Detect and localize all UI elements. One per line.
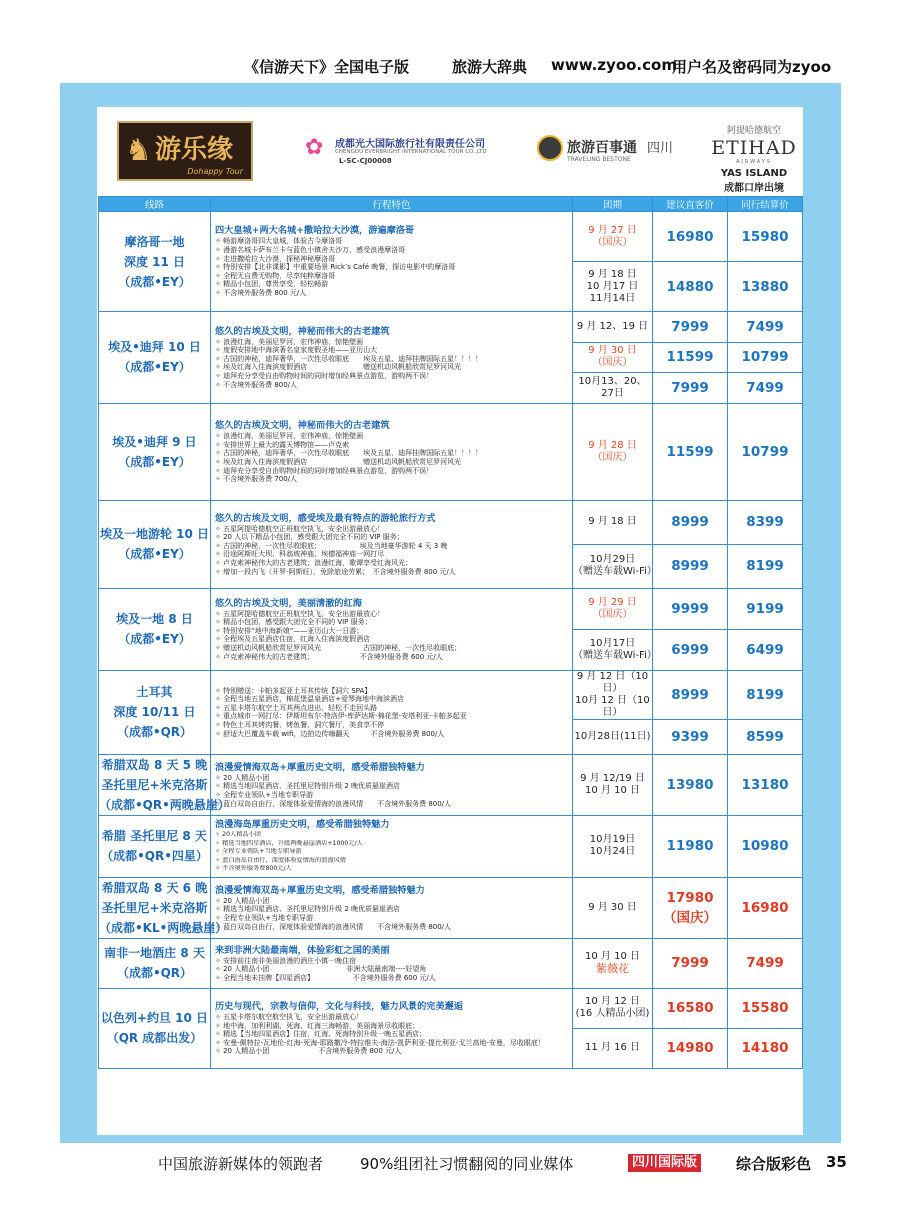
trade-price: 8199 bbox=[728, 670, 803, 719]
retail-price bbox=[653, 312, 728, 343]
feature-item: ✧ 五星阿提哈德航空正班航空执飞，安全出游最放心！ bbox=[215, 610, 569, 619]
guangda-en: CHENGDU EVERBRIGHT INTERNATIONAL TOUR CO.,LTD bbox=[335, 149, 487, 155]
feature-item: ✧ 20人精品小团 bbox=[215, 831, 569, 839]
feature-item: ✧ 20 人精品小团 非洲大陆最南端----好望角 bbox=[215, 965, 569, 974]
date-line: 9 月 30 日 bbox=[588, 345, 637, 357]
guangda-logo bbox=[305, 135, 525, 175]
feature-item: ✧ 浪漫红海，美丽尼罗河，宏伟神庙，惊艳壁画 bbox=[215, 338, 569, 347]
footer-slogan-1: 中国旅游新媒体的领跑者 bbox=[158, 1155, 324, 1173]
edition-tag: 四川国际版 bbox=[628, 1154, 701, 1172]
col-features: 行程特色 bbox=[211, 197, 573, 212]
route-line: 圣托里尼+米克洛斯 bbox=[101, 777, 208, 792]
route-line: 埃及一地 8 日 bbox=[116, 612, 193, 627]
retail-price bbox=[653, 212, 728, 262]
retail-price bbox=[653, 373, 728, 404]
retail-price-line: 8999 bbox=[671, 686, 709, 703]
retail-price-line: 11599 bbox=[666, 443, 714, 460]
route-line: 以色列+约旦 10 日 bbox=[100, 1011, 209, 1026]
col-trade-price: 同行结算价 bbox=[728, 197, 803, 212]
features-title: 悠久的古埃及文明，神秘而伟大的古老建筑 bbox=[215, 420, 390, 432]
guangda-license: L-SC-CJ00008 bbox=[339, 157, 392, 165]
retail-price-line: 6999 bbox=[671, 641, 709, 658]
youlevuan-name: 游乐缘 bbox=[155, 135, 234, 165]
route-cell[interactable] bbox=[99, 312, 211, 404]
features-title: 历史与现代，宗教与信仰，文化与科技，魅力风景的完美邂逅 bbox=[215, 1000, 464, 1012]
feature-item: ✧ 不含境外服务费800元/人 bbox=[215, 865, 569, 873]
retail-price bbox=[653, 1028, 728, 1068]
table-header-row bbox=[99, 197, 803, 212]
date-line: 10月17日 bbox=[589, 637, 636, 649]
feature-item: ✧ 安排前往南非美丽浪漫的酒庄小镇一晚住宿 bbox=[215, 957, 569, 966]
trade-price: 8399 bbox=[728, 500, 803, 544]
table-row bbox=[99, 588, 803, 629]
feature-item: ✧ 走进撒哈拉大沙漠，探秘神秘摩洛哥 bbox=[215, 255, 569, 264]
retail-price-line: 9999 bbox=[671, 600, 709, 617]
retail-price bbox=[653, 500, 728, 544]
feature-item: ✧ 五星阿提哈德航空正班航空执飞，安全出游最放心！ bbox=[215, 525, 569, 534]
date-cell bbox=[573, 544, 657, 588]
table-row bbox=[99, 403, 803, 500]
features-cell bbox=[211, 988, 573, 1068]
retail-price-line: 7999 bbox=[671, 318, 709, 335]
feature-item: ✧ 不含境外服务费 800/人 bbox=[215, 381, 569, 390]
youlevuan-logo bbox=[117, 121, 253, 181]
route-line: 南非一地酒庄 8 天 bbox=[104, 946, 205, 961]
feature-item: ✧ 卢克索神秘伟大的古老建筑；浪漫红海，歌谭享受红海风光； bbox=[215, 559, 569, 568]
route-line: （成都•QR•四星） bbox=[101, 849, 208, 864]
feature-item: ✧ 蓝白双岛自由行，深度体验爱情海的浪漫风情 不含境外服务费 800/人 bbox=[215, 923, 569, 932]
features-cell bbox=[211, 877, 573, 938]
retail-price bbox=[653, 988, 728, 1028]
route-line: 埃及•迪拜 10 日 bbox=[108, 340, 201, 355]
date-cell bbox=[573, 815, 653, 877]
feature-item: ✧ 舒适大巴覆盖车载 wifi，边拍边传嗨翻天 不含境外服务费 800/人 bbox=[215, 730, 569, 739]
date-line: （国庆） bbox=[592, 357, 633, 369]
feature-item: ✧ 畅游摩洛哥四大皇城，体验古今摩洛哥 bbox=[215, 237, 569, 246]
trade-price: 6499 bbox=[728, 629, 803, 670]
date-line: 10月29日 bbox=[589, 554, 636, 566]
route-line: 摩洛哥一地 bbox=[124, 234, 185, 249]
features-cell bbox=[211, 212, 573, 312]
date-cell bbox=[573, 629, 657, 670]
feature-item: ✧ 精选当地四星酒店、圣托里尼特别升级 2 晚优质悬崖酒店 bbox=[215, 905, 569, 914]
route-line: （成都•QR） bbox=[116, 725, 193, 740]
login-note: 用户名及密码同为zyoo bbox=[672, 58, 832, 76]
date-line: （国庆） bbox=[592, 236, 633, 248]
route-cell[interactable] bbox=[99, 877, 228, 938]
feature-item: ✧ 五星卡塔尔航空航空执飞，安全出游最放心！ bbox=[215, 1013, 569, 1022]
horse-icon: ♞ bbox=[125, 133, 152, 168]
feature-item: ✧ 安排世界上最大的露天博物馆——卢克索 bbox=[215, 441, 569, 450]
baishitong-name: 旅游百事通 bbox=[567, 140, 637, 156]
features-cell bbox=[211, 312, 573, 404]
date-line: 9 月 30 日 bbox=[588, 901, 637, 913]
date-line: （国庆） bbox=[592, 608, 633, 620]
yas-island: YAS ISLAND bbox=[720, 168, 788, 179]
route-cell[interactable] bbox=[99, 500, 211, 588]
feature-item: ✧ 五星卡塔尔航空土耳其两点进出，轻松不走回头路 bbox=[215, 704, 569, 713]
retail-price-line: 9399 bbox=[671, 728, 709, 745]
features-cell bbox=[211, 670, 573, 754]
feature-item: ✧ 特色土耳其烤肉餐、烤鱼餐、洞穴餐厅，美食享不停 bbox=[215, 721, 569, 730]
date-cell bbox=[573, 670, 653, 719]
date-line: 11月14日 bbox=[589, 292, 636, 304]
date-line: 10月19日 bbox=[589, 834, 636, 846]
date-cell bbox=[573, 988, 653, 1028]
table-row bbox=[99, 815, 803, 877]
feature-item: ✧ 全程专业领队+当地专职导游 bbox=[215, 914, 569, 923]
feature-item: ✧ 增加一段内飞（开罗-阿斯旺），免除旅途劳累； 不含境外服务费 800 元/人 bbox=[215, 568, 569, 577]
feature-item: ✧ 全程埃及五星酒店住宿，红海入住海滨度假酒店 bbox=[215, 635, 569, 644]
retail-price-line: （国庆） bbox=[663, 909, 717, 926]
features-cell bbox=[211, 938, 573, 988]
date-line: 9 月 28 日 bbox=[588, 439, 637, 451]
route-line: 埃及•迪拜 9 日 bbox=[112, 434, 197, 449]
date-cell bbox=[573, 312, 653, 343]
guangda-name: 成都光大国际旅行社有限责任公司 bbox=[335, 139, 485, 150]
features-title: 四大皇城+两大名城+撒哈拉大沙漠，游遍摩洛哥 bbox=[215, 225, 415, 237]
date-cell bbox=[573, 754, 653, 815]
date-line: 9 月 12/19 日 bbox=[580, 772, 645, 784]
feature-item: ✧ 精选当地四星酒店、圣托里尼特别升级 2 晚优质悬崖酒店 bbox=[215, 782, 569, 791]
date-cell bbox=[573, 403, 653, 500]
date-line: 9 月 18 日 bbox=[588, 516, 637, 528]
date-cell bbox=[573, 1028, 653, 1068]
route-line: 希腊双岛 8 天 6 晚 bbox=[101, 880, 208, 895]
feature-item: ✧ 特别安排“地中海新娘”——亚历山大一日游； bbox=[215, 627, 569, 636]
feature-item: ✧ 卢克索神秘伟大的古老建筑； 不含境外服务费 600 元/人 bbox=[215, 653, 569, 662]
date-line: 9 月 18 日 bbox=[588, 268, 637, 280]
feature-item: ✧ 埃及红海入住海滨度假酒店 赠送机动风帆船欣赏尼罗河风光 bbox=[215, 363, 569, 372]
route-line: （成都•EY） bbox=[118, 274, 191, 289]
footer-slogan-2: 90%组团社习惯翻阅的同业媒体 bbox=[360, 1155, 574, 1173]
route-line: 深度 11 日 bbox=[123, 254, 186, 269]
date-line: 10月13、20、27日 bbox=[578, 376, 647, 400]
trade-price: 7499 bbox=[728, 938, 803, 988]
features-title: 悠久的古埃及文明，神秘而伟大的古老建筑 bbox=[215, 325, 390, 337]
features-title: 浪漫海岛厚重历史文明，感受希腊独特魅力 bbox=[215, 819, 390, 831]
baishitong-city: 四川 bbox=[647, 141, 674, 156]
route-table bbox=[98, 196, 803, 1069]
feature-item: ✧ 迪拜充分享受自由购物时间的同时增加经典景点游览，游购两不误！ bbox=[215, 372, 569, 381]
route-line: 土耳其 bbox=[136, 685, 173, 700]
date-line: 10月24日 bbox=[589, 846, 636, 858]
date-cell bbox=[573, 342, 653, 373]
features-cell bbox=[211, 500, 573, 588]
feature-item: ✧ 20 人精品小团 bbox=[215, 774, 569, 783]
feature-item: ✧ 不含境外服务费 800 元/人 bbox=[215, 289, 569, 298]
date-line: 紫薇花 bbox=[596, 962, 629, 976]
date-line: (16 人精品小团) bbox=[575, 1008, 650, 1020]
youlevuan-sub: Dohappy Tour bbox=[187, 167, 243, 176]
feature-item: ✧ 赠送机动风帆船欣赏尼罗河风光 古国的神秘，一次性尽收眼底； bbox=[215, 644, 569, 653]
trade-price: 9199 bbox=[728, 588, 803, 629]
feature-item: ✧ 蓝白双岛自由行，深度体验爱情海的浪漫风情 不含境外服务费 800/人 bbox=[215, 800, 569, 809]
retail-price bbox=[653, 262, 728, 312]
table-row bbox=[99, 988, 803, 1028]
date-cell bbox=[573, 877, 653, 938]
route-cell[interactable] bbox=[99, 754, 230, 815]
route-line: （QR 成都出发） bbox=[106, 1031, 203, 1046]
date-line: 9 月 12、19 日 bbox=[576, 320, 649, 332]
retail-price-line: 16980 bbox=[666, 228, 714, 245]
route-cell[interactable] bbox=[99, 403, 211, 500]
etihad-name: ETIHAD bbox=[711, 137, 797, 159]
date-line: 10 月17 日 bbox=[586, 280, 639, 292]
route-line: （成都•EY） bbox=[118, 547, 191, 562]
table-row bbox=[99, 754, 803, 815]
route-line: （成都•QR•两晚悬崖） bbox=[99, 797, 230, 812]
trade-price: 10799 bbox=[728, 342, 803, 373]
trade-price: 16980 bbox=[728, 877, 803, 938]
route-line: 埃及一地游轮 10 日 bbox=[99, 527, 210, 542]
route-line: 希腊 圣托里尼 8 天 bbox=[102, 829, 207, 844]
feature-item: ✧ 蓝白海岛自由行，深度体验爱情海的浪漫风情 bbox=[215, 857, 569, 865]
feature-item: ✧ 迪拜充分享受自由购物时间的同时增加经典景点游览，游购两不误！ bbox=[215, 467, 569, 476]
feature-item: ✧ 沿途阿斯旺大坝、科翁坡神庙、埃德福神庙一网打尽 bbox=[215, 550, 569, 559]
feature-item: ✧ 精选当地四星酒店，升级两晚悬崖酒店+1000元/人 bbox=[215, 840, 569, 848]
route-line: （成都•QR） bbox=[116, 966, 193, 981]
trade-price: 7499 bbox=[728, 312, 803, 343]
baishitong-en: TRAVELING BESTONE bbox=[567, 156, 631, 163]
retail-price-line: 13980 bbox=[666, 776, 714, 793]
table-body bbox=[99, 212, 803, 1069]
retail-price-line: 8999 bbox=[671, 558, 709, 575]
guangda-emblem-icon: ✿ bbox=[305, 135, 324, 160]
feature-item: ✧ 20 人以下精品小包团，感受跟大团完全不同的 VIP 服务； bbox=[215, 533, 569, 542]
trade-price: 10980 bbox=[728, 815, 803, 877]
feature-item: ✧ 20 人精品小团 不含境外服务费 800 元/人 bbox=[215, 1047, 569, 1056]
retail-price bbox=[653, 670, 728, 719]
table-row bbox=[99, 500, 803, 544]
feature-item: ✧ 精选【当地四星酒店】住宿，红海、死海特别升级一晚五星酒店； bbox=[215, 1030, 569, 1039]
trade-price: 8199 bbox=[728, 544, 803, 588]
date-cell bbox=[573, 500, 653, 544]
retail-price bbox=[653, 342, 728, 373]
date-line: 9 月 12 日（10 日） bbox=[576, 670, 649, 694]
date-line: 10 月 10 日 bbox=[585, 784, 640, 796]
route-cell[interactable] bbox=[99, 588, 211, 670]
feature-item: ✧ 重点城市一网打尽：伊斯坦布尔-特洛伊-库萨达斯-棉花堡-安塔利亚-卡帕多起亚 bbox=[215, 712, 569, 721]
logo-bar bbox=[97, 107, 803, 197]
retail-price bbox=[653, 403, 728, 500]
features-cell bbox=[211, 815, 573, 877]
date-cell bbox=[573, 262, 653, 312]
feature-item: ✧ 全程当地五星酒店，棉花堡温泉酒店+爱琴海地中海滨酒店 bbox=[215, 695, 569, 704]
baishitong-logo bbox=[537, 135, 674, 171]
date-cell bbox=[573, 212, 653, 262]
features-cell bbox=[211, 754, 573, 815]
feature-item: ✧ 古国的神秘，迪拜奢华，一次性尽收眼底 埃及五星、迪拜挂牌国际五星！！！！ bbox=[215, 355, 569, 364]
retail-price bbox=[653, 754, 728, 815]
feature-item: ✧ 特别赠送：卡帕多起亚土耳其传统【洞穴 SPA】 bbox=[215, 687, 569, 696]
baishitong-emblem-icon bbox=[537, 135, 563, 161]
retail-price-line: 7999 bbox=[671, 955, 709, 972]
table-row bbox=[99, 670, 803, 719]
route-line: （成都•KL•两晚悬崖） bbox=[99, 920, 228, 935]
route-line: （成都•EY） bbox=[118, 360, 191, 375]
feature-item: ✧ 全程当地未挂牌【四星酒店】 不含境外服务费 600 元/人 bbox=[215, 974, 569, 983]
route-cell[interactable] bbox=[99, 988, 211, 1068]
features-title: 来到非洲大陆最南端，体验彩虹之国的美丽 bbox=[215, 944, 390, 956]
retail-price-line: 17980 bbox=[666, 889, 714, 906]
date-cell bbox=[573, 588, 653, 629]
retail-price bbox=[653, 938, 728, 988]
date-cell bbox=[573, 719, 653, 754]
retail-price bbox=[653, 544, 728, 588]
site-url[interactable]: www.zyoo.com bbox=[551, 56, 677, 74]
page-number: 35 bbox=[826, 1153, 847, 1171]
col-retail-price: 建议直客价 bbox=[653, 197, 728, 212]
feature-item: ✧ 安曼-佩特拉-瓦地伦-红海-死海-耶路撒冷-特拉维夫-海法-凯萨利亚-提比利亚-戈兰高地-安曼，尽收眼底！ bbox=[215, 1039, 569, 1048]
feature-item: ✧ 全程无自费无购物，尽享纯粹摩洛哥 bbox=[215, 272, 569, 281]
route-line: （成都•EY） bbox=[118, 632, 191, 647]
trade-price: 7499 bbox=[728, 373, 803, 404]
col-dates: 团期 bbox=[573, 197, 653, 212]
feature-item: ✧ 精品小包团，尊贵享受，轻松畅游 bbox=[215, 280, 569, 289]
feature-item: ✧ 古国的神秘，迪拜奢华，一次性尽收眼底 埃及五星、迪拜挂牌国际五星！！！！ bbox=[215, 449, 569, 458]
section-label: 综合版彩色 bbox=[736, 1155, 812, 1173]
retail-price-line: 7999 bbox=[671, 380, 709, 397]
retail-price bbox=[653, 588, 728, 629]
date-cell bbox=[573, 938, 653, 988]
table-row bbox=[99, 938, 803, 988]
date-line: 10月 12 日（10 日） bbox=[575, 694, 650, 718]
retail-price-line: 14880 bbox=[666, 278, 714, 295]
date-line: （赠送车载Wi-Fi） bbox=[573, 566, 657, 578]
retail-price bbox=[653, 629, 728, 670]
retail-price-line: 14980 bbox=[666, 1040, 714, 1057]
features-title: 悠久的古埃及文明，感受埃及最有特点的游轮旅行方式 bbox=[215, 512, 436, 524]
table-row bbox=[99, 877, 803, 938]
route-cell[interactable] bbox=[99, 212, 211, 312]
col-route: 线路 bbox=[99, 197, 211, 212]
etihad-logo bbox=[709, 123, 799, 193]
date-line: （赠送车载Wi-Fi） bbox=[573, 649, 657, 661]
features-cell bbox=[211, 403, 573, 500]
date-line: 10 月 10 日 bbox=[585, 951, 640, 963]
feature-item: ✧ 浪漫红海，美丽尼罗河，宏伟神庙，惊艳壁画 bbox=[215, 432, 569, 441]
route-line: 圣托里尼+米克洛斯 bbox=[101, 900, 208, 915]
table-row bbox=[99, 312, 803, 343]
chengdu-note: 成都口岸出境 bbox=[724, 183, 784, 194]
features-title: 浪漫爱情海双岛+厚重历史文明，感受希腊独特魅力 bbox=[215, 761, 425, 773]
retail-price-line: 8999 bbox=[671, 514, 709, 531]
route-cell[interactable] bbox=[99, 815, 211, 877]
trade-price: 14180 bbox=[728, 1028, 803, 1068]
date-line: 9 月 27 日 bbox=[588, 224, 637, 236]
feature-item: ✧ 不含境外服务费 700/人 bbox=[215, 475, 569, 484]
date-line: 10 月 12 日 bbox=[585, 996, 640, 1008]
date-line: 11 月 16 日 bbox=[585, 1042, 640, 1054]
retail-price-line: 11599 bbox=[666, 349, 714, 366]
feature-item: ✧ 古国的神秘，一次性尽收眼底； 埃及当地豪华游轮 4 天 3 晚 bbox=[215, 542, 569, 551]
route-line: 希腊双岛 8 天 5 晚 bbox=[101, 757, 208, 772]
feature-item: ✧ 地中海、加利利湖、死海、红海三海畅游，美丽海景尽收眼底； bbox=[215, 1022, 569, 1031]
features-title: 浪漫爱情海双岛+厚重历史文明，感受希腊独特魅力 bbox=[215, 884, 425, 896]
feature-item: ✧ 20 人精品小团 bbox=[215, 897, 569, 906]
date-line: 10月28日(11日) bbox=[574, 730, 651, 742]
feature-item: ✧ 全程专业领队+当地专职导游 bbox=[215, 848, 569, 856]
trade-price: 15980 bbox=[728, 212, 803, 262]
route-line: （成都•EY） bbox=[118, 454, 191, 469]
table-row bbox=[99, 212, 803, 262]
etihad-cn: 阿提哈德航空 bbox=[726, 126, 781, 136]
etihad-sub: AIRWAYS bbox=[735, 159, 773, 165]
route-cell[interactable] bbox=[99, 670, 211, 754]
date-line: 9 月 29 日 bbox=[588, 596, 637, 608]
feature-item: ✧ 特别安排【北非谍影】中重要场景 Rick’s Café 晚餐，探访电影中的摩洛哥 bbox=[215, 263, 569, 272]
features-cell bbox=[211, 588, 573, 670]
date-line: （国庆） bbox=[592, 451, 633, 463]
retail-price bbox=[653, 719, 728, 754]
retail-price-line: 16580 bbox=[666, 1000, 714, 1017]
feature-item: ✧ 精品小包团，感受跟大团完全不同的 VIP 服务； bbox=[215, 618, 569, 627]
trade-price: 13180 bbox=[728, 754, 803, 815]
retail-price bbox=[653, 815, 728, 877]
feature-item: ✧ 埃及红海入住海滨度假酒店 赠送机动风帆船欣赏尼罗河风光 bbox=[215, 458, 569, 467]
page-footer bbox=[0, 1153, 900, 1179]
trade-price: 8599 bbox=[728, 719, 803, 754]
trade-price: 10799 bbox=[728, 403, 803, 500]
feature-item: ✧ 全程专业领队+当地专职导游 bbox=[215, 791, 569, 800]
feature-item: ✧ 漫游名城卡萨布兰卡与蓝色小镇舍夫沙万，感受浪漫摩洛哥 bbox=[215, 246, 569, 255]
retail-price-line: 11980 bbox=[666, 838, 714, 855]
trade-price: 13880 bbox=[728, 262, 803, 312]
date-cell bbox=[573, 373, 653, 404]
feature-item: ✧ 度假安排地中海滨著名皇家度假圣地——亚历山大 bbox=[215, 346, 569, 355]
trade-price: 15580 bbox=[728, 988, 803, 1028]
book-title: 旅游大辞典 bbox=[452, 58, 528, 76]
page-header bbox=[0, 56, 900, 80]
route-line: 深度 10/11 日 bbox=[113, 705, 196, 720]
retail-price bbox=[653, 877, 728, 938]
magazine-title: 《信游天下》全国电子版 bbox=[244, 58, 410, 76]
route-cell[interactable] bbox=[99, 938, 211, 988]
features-title: 悠久的古埃及文明，美丽清澈的红海 bbox=[215, 597, 362, 609]
